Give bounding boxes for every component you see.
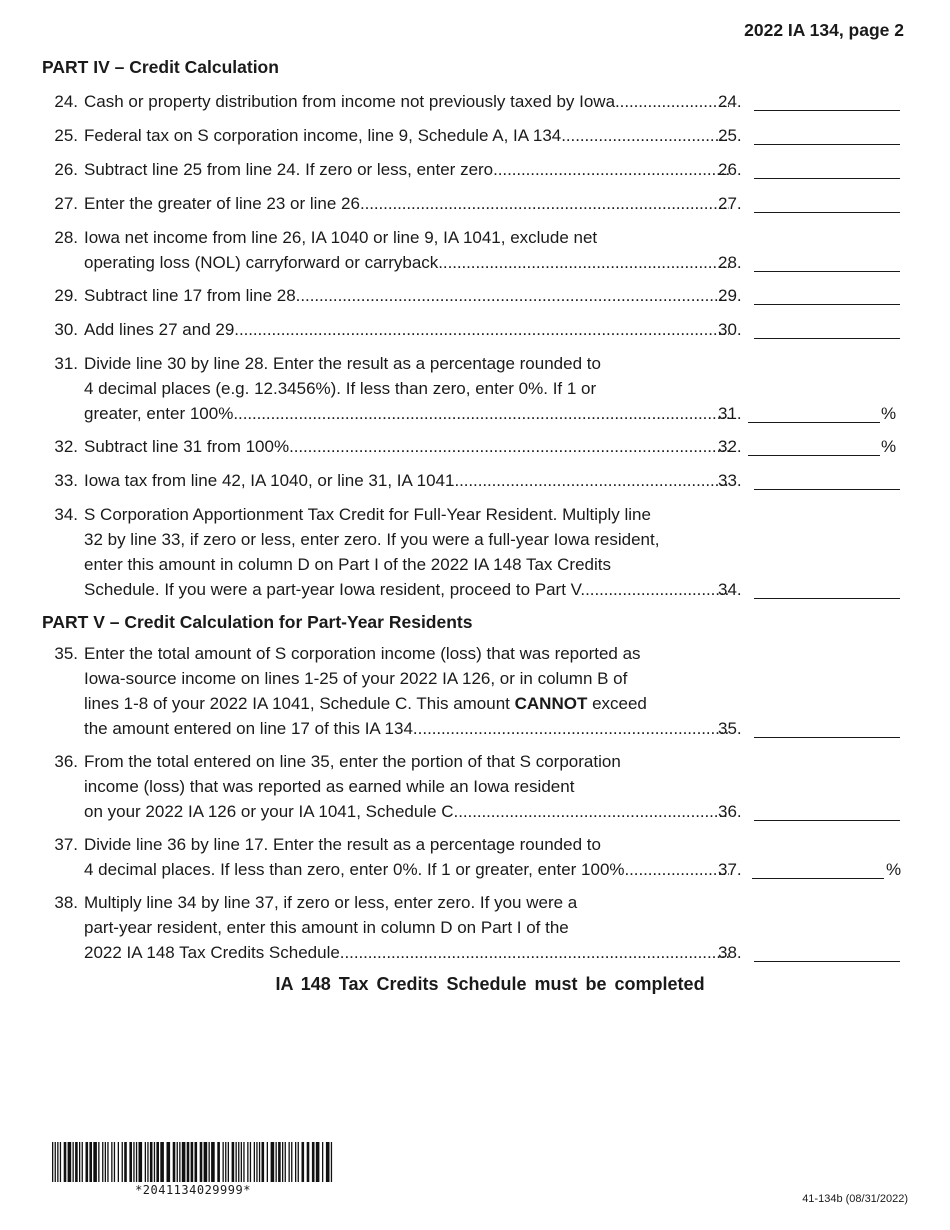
line-number: 33. bbox=[54, 471, 78, 490]
line-number: 35. bbox=[54, 644, 78, 663]
line-ref: 32. bbox=[718, 437, 742, 456]
line-ref: 30. bbox=[718, 320, 742, 339]
line-ref: 26. bbox=[718, 160, 742, 179]
line-number: 36. bbox=[54, 752, 78, 771]
line-text: Federal tax on S corporation income, line 9, Schedule A, IA 134 bbox=[84, 126, 562, 145]
line-number: 30. bbox=[54, 320, 78, 339]
line-ref: 33. bbox=[718, 471, 742, 490]
line-ref: 38. bbox=[718, 943, 742, 962]
line-text: Iowa net income from line 26, IA 1040 or line 9, IA 1041, exclude net bbox=[84, 228, 598, 247]
completion-note: IA 148 Tax Credits Schedule must be completed bbox=[275, 974, 705, 994]
line-number: 27. bbox=[54, 194, 78, 213]
part-iv-heading: PART IV – Credit Calculation bbox=[42, 57, 279, 77]
form-revision-id: 41-134b (08/31/2022) bbox=[802, 1193, 908, 1205]
percent-sign: % bbox=[881, 404, 897, 423]
line-number: 24. bbox=[54, 92, 78, 111]
line-31-percent-field[interactable] bbox=[748, 401, 880, 423]
line-ref: 27. bbox=[718, 194, 742, 213]
line-text: 4 decimal places (e.g. 12.3456%). If less than zero, enter 0%. If 1 or bbox=[84, 379, 597, 398]
line-30-amount-field[interactable] bbox=[754, 317, 900, 339]
line-text: Enter the total amount of S corporation income (loss) that was reported as bbox=[84, 644, 641, 663]
line-25-amount-field[interactable] bbox=[754, 123, 900, 145]
line-number: 26. bbox=[54, 160, 78, 179]
line-text: Divide line 30 by line 28. Enter the result as a percentage rounded to bbox=[84, 354, 601, 373]
line-24-amount-field[interactable] bbox=[754, 89, 900, 111]
line-number: 38. bbox=[54, 893, 78, 912]
line-text: Enter the greater of line 23 or line 26 bbox=[84, 194, 360, 213]
barcode-image bbox=[52, 1142, 334, 1182]
line-ref: 29. bbox=[718, 286, 742, 305]
line-text: 2022 IA 148 Tax Credits Schedule. bbox=[84, 943, 345, 962]
line-text: operating loss (NOL) carryforward or carryback bbox=[84, 253, 439, 272]
line-26-amount-field[interactable] bbox=[754, 157, 900, 179]
line-text: income (loss) that was reported as earned while an Iowa resident bbox=[84, 777, 575, 796]
line-number: 25. bbox=[54, 126, 78, 145]
barcode-number: *2041134029999* bbox=[135, 1183, 251, 1197]
line-text: Multiply line 34 by line 37, if zero or less, enter zero. If you were a bbox=[84, 893, 578, 912]
line-ref: 34. bbox=[718, 580, 742, 599]
line-number: 32. bbox=[54, 437, 78, 456]
line-text: Iowa-source income on lines 1-25 of your 2022 IA 126, or in column B of bbox=[84, 669, 628, 688]
line-text: S Corporation Apportionment Tax Credit for Full-Year Resident. Multiply line bbox=[84, 505, 651, 524]
line-number: 28. bbox=[54, 228, 78, 247]
percent-sign: % bbox=[881, 437, 897, 456]
line-29-amount-field[interactable] bbox=[754, 283, 900, 305]
line-number: 37. bbox=[54, 835, 78, 854]
line-38-amount-field[interactable] bbox=[754, 940, 900, 962]
page-header: 2022 IA 134, page 2 bbox=[744, 20, 904, 40]
cannot-emphasis: CANNOT bbox=[514, 694, 588, 713]
line-ref: 31. bbox=[718, 404, 742, 423]
part-v-heading: PART V – Credit Calculation for Part-Year Residents bbox=[42, 612, 473, 632]
line-34-amount-field[interactable] bbox=[754, 577, 900, 599]
line-text: Add lines 27 and 29 bbox=[84, 320, 235, 339]
line-ref: 35. bbox=[718, 719, 742, 738]
line-text: enter this amount in column D on Part I of the 2022 IA 148 Tax Credits bbox=[84, 555, 611, 574]
line-36-amount-field[interactable] bbox=[754, 799, 900, 821]
line-text: From the total entered on line 35, enter the portion of that S corporation bbox=[84, 752, 621, 771]
line-ref: 36. bbox=[718, 802, 742, 821]
line-27-amount-field[interactable] bbox=[754, 191, 900, 213]
line-28-amount-field[interactable] bbox=[754, 250, 900, 272]
line-ref: 25. bbox=[718, 126, 742, 145]
line-ref: 37. bbox=[718, 860, 742, 879]
line-number: 34. bbox=[54, 505, 78, 524]
line-ref: 24. bbox=[718, 92, 742, 111]
line-35-amount-field[interactable] bbox=[754, 716, 900, 738]
line-text: Subtract line 17 from line 28. bbox=[84, 286, 301, 305]
percent-sign: % bbox=[886, 860, 902, 879]
line-33-amount-field[interactable] bbox=[754, 468, 900, 490]
line-text: Subtract line 31 from 100% bbox=[84, 437, 290, 456]
line-text: the amount entered on line 17 of this IA 134... bbox=[84, 719, 428, 738]
line-text: Divide line 36 by line 17. Enter the result as a percentage rounded to bbox=[84, 835, 601, 854]
line-text: Iowa tax from line 42, IA 1040, or line 31, IA 1041 bbox=[84, 471, 455, 490]
line-ref: 28. bbox=[718, 253, 742, 272]
line-32-percent-field[interactable] bbox=[748, 434, 880, 456]
line-number: 29. bbox=[54, 286, 78, 305]
line-text: lines 1-8 of your 2022 IA 1041, Schedule C. This amount CANNOT exceed bbox=[84, 694, 647, 713]
line-37-percent-field[interactable] bbox=[752, 857, 884, 879]
line-text: 32 by line 33, if zero or less, enter zero. If you were a full-year Iowa resident, bbox=[84, 530, 660, 549]
line-text: greater, enter 100%. bbox=[84, 404, 239, 423]
line-text: on your 2022 IA 126 or your IA 1041, Schedule C. bbox=[84, 802, 459, 821]
line-text: 4 decimal places. If less than zero, enter 0%. If 1 or greater, enter 100% bbox=[84, 860, 625, 879]
line-text: Cash or property distribution from income not previously taxed by Iowa bbox=[84, 92, 616, 111]
line-text: part-year resident, enter this amount in column D on Part I of the bbox=[84, 918, 569, 937]
line-text: Schedule. If you were a part-year Iowa resident, proceed to Part V. bbox=[84, 580, 586, 599]
line-text: Subtract line 25 from line 24. If zero or less, enter zero bbox=[84, 160, 494, 179]
line-number: 31. bbox=[54, 354, 78, 373]
